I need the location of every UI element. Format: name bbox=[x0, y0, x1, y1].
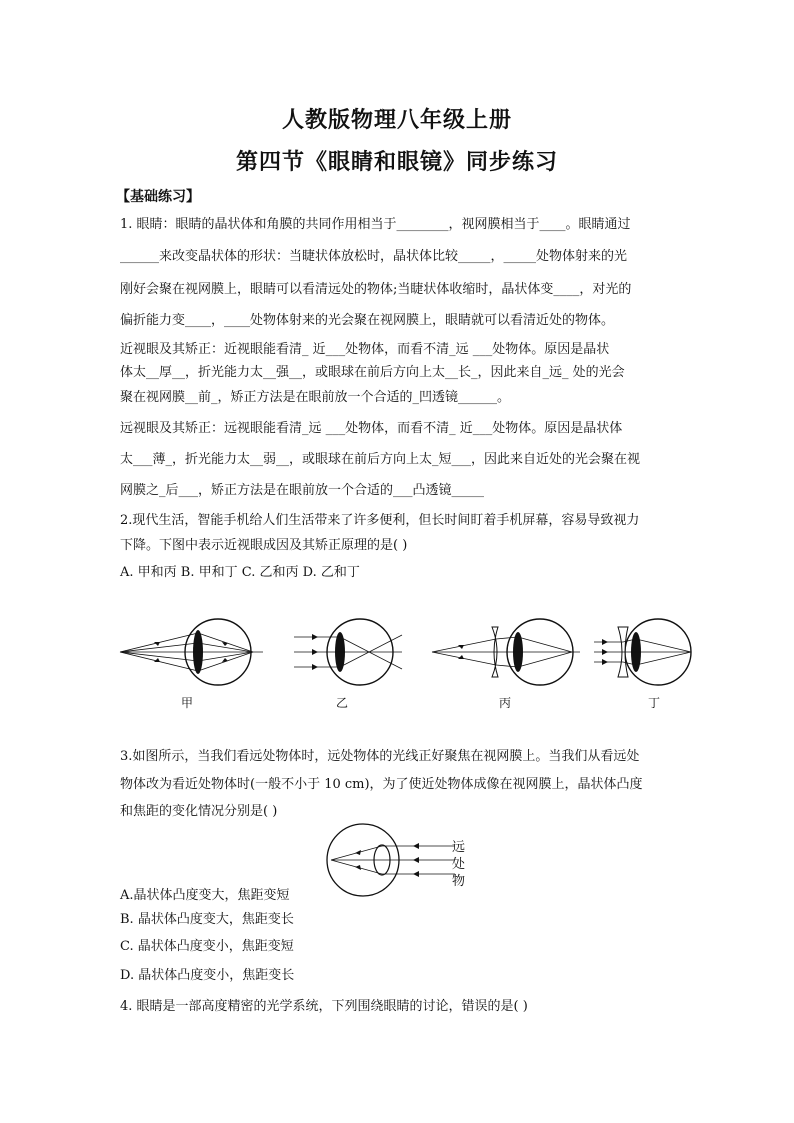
q1-line-4: 偏折能力变____，____处物体射来的光会聚在视网膜上，眼睛就可以看清近处的物体。 bbox=[120, 313, 615, 328]
q3-line-1: 3.如图所示，当我们看远处物体时，远处物体的光线正好聚焦在视网膜上。当我们从看远处 bbox=[120, 749, 640, 764]
q3-line-3: 和焦距的变化情况分别是( ) bbox=[120, 804, 278, 819]
q3-option-c: C. 晶状体凸度变小，焦距变短 bbox=[120, 939, 294, 954]
q1-line-9: 太___薄_，折光能力太__弱__，或眼球在前后方向上太_短___，因此来自近处的光会聚在视 bbox=[120, 452, 641, 467]
diagram-label-jia: 甲 bbox=[181, 696, 194, 710]
fig-label-yuan: 远 bbox=[452, 840, 466, 855]
eye-diagram-ding bbox=[590, 615, 705, 690]
q3-line-2: 物体改为看近处物体时(一般不小于 10 cm)，为了使近处物体成像在视网膜上，晶状体凸度 bbox=[120, 777, 643, 792]
q1-line-6: 体太__厚__，折光能力太__强__，或眼球在前后方向上太__长_，因此来自_远_ 处的光会 bbox=[120, 365, 625, 380]
section-heading: 【基础练习】 bbox=[116, 189, 200, 205]
fig-label-chu: 处 bbox=[452, 857, 466, 872]
q1-line-8: 远视眼及其矫正：远视眼能看清_远 ___处物体，而看不清_ 近___处物体。原因是晶状体 bbox=[120, 421, 623, 436]
diagram-label-ding: 丁 bbox=[648, 696, 661, 710]
q4-line-1: 4. 眼睛是一部高度精密的光学系统，下列围绕眼睛的讨论，错误的是( ) bbox=[120, 999, 528, 1014]
document-subtitle: 第四节《眼睛和眼镜》同步练习 bbox=[235, 149, 558, 175]
q1-line-3: 刚好会聚在视网膜上，眼睛可以看清远处的物体;当睫状体收缩时，晶状体变____，对光的 bbox=[120, 282, 632, 297]
eye-diagram-bing bbox=[430, 615, 585, 690]
q1-line-1: 1. 眼睛：眼睛的晶状体和角膜的共同作用相当于________，视网膜相当于____。眼睛通过 bbox=[120, 217, 631, 232]
q2-line-2: 下降。下图中表示近视眼成因及其矫正原理的是( ) bbox=[120, 538, 408, 553]
q2-options: A. 甲和丙 B. 甲和丁 C. 乙和丙 D. 乙和丁 bbox=[120, 565, 360, 580]
diagram-label-yi: 乙 bbox=[336, 696, 349, 710]
q1-line-2: ______来改变晶状体的形状：当睫状体放松时，晶状体比较_____，_____处物体射来的光 bbox=[120, 249, 628, 264]
q3-option-b: B. 晶状体凸度变大，焦距变长 bbox=[120, 912, 294, 927]
q3-option-a: A.晶状体凸度变大，焦距变短 bbox=[120, 888, 290, 903]
document-title: 人教版物理八年级上册 bbox=[281, 107, 512, 133]
q2-line-1: 2.现代生活，智能手机给人们生活带来了许多便利，但长时间盯着手机屏幕，容易导致视力 bbox=[120, 513, 640, 528]
diagram-label-bing: 丙 bbox=[499, 696, 512, 710]
q3-option-d: D. 晶状体凸度变小，焦距变长 bbox=[120, 968, 295, 983]
q1-line-7: 聚在视网膜__前_，矫正方法是在眼前放一个合适的_凹透镜______。 bbox=[120, 390, 511, 405]
eye-diagram-jia bbox=[118, 615, 268, 690]
q1-line-10: 网膜之_后___，矫正方法是在眼前放一个合适的___凸透镜_____ bbox=[120, 483, 485, 498]
fig-label-wu: 物 bbox=[452, 874, 466, 889]
q1-line-5: 近视眼及其矫正：近视眼能看清_ 近___处物体，而看不清_远 ___处物体。原因是晶状 bbox=[120, 342, 610, 357]
eye-diagram-yi bbox=[290, 615, 405, 690]
